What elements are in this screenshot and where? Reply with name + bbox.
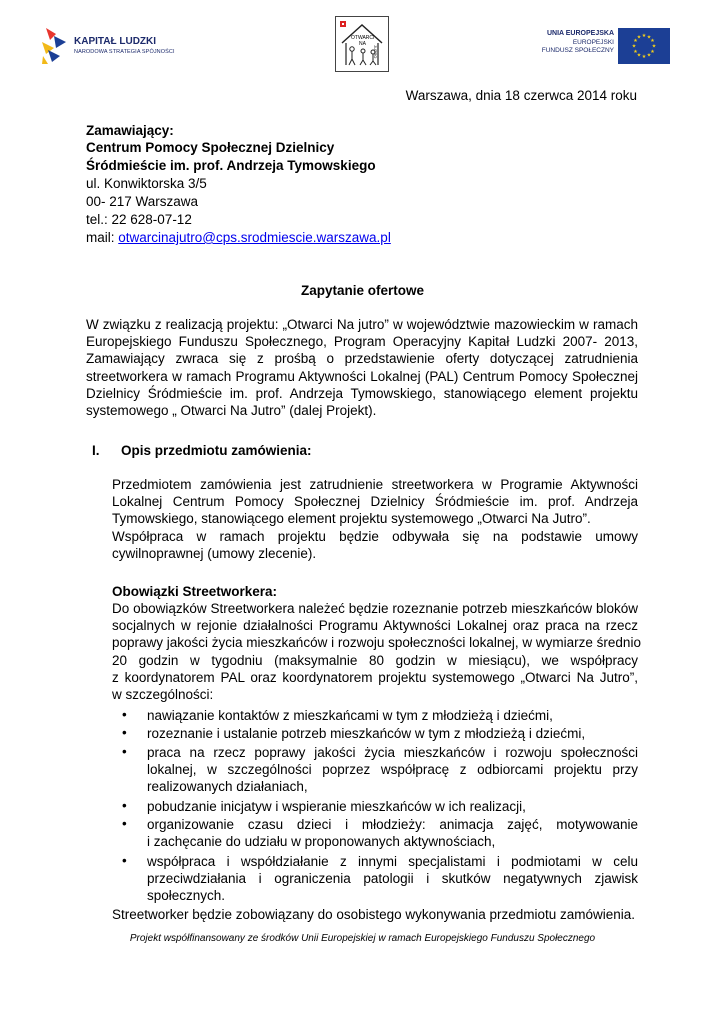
mail-label: mail:: [86, 230, 119, 245]
page-footer: Projekt współfinansowany ze środków Unii Europejskiej w ramach Europejskiego Funduszu Społecznego: [129, 933, 596, 944]
bullet-line: pobudzanie inicjatyw i wspieranie mieszkańców w ich realizacji,: [147, 799, 526, 814]
bullet-icon: •: [122, 725, 127, 740]
bullet-icon: •: [122, 707, 127, 722]
duties-line: poprawy jakości życia mieszkańców i rozwoju społeczności lokalnej, w wymiarze średnio: [112, 635, 641, 651]
duties-intro: [112, 600, 641, 703]
closing-sentence: Streetworker będzie zobowiązany do osobistego wykonywania przedmiotu zamówienia.: [112, 907, 636, 922]
intro-line: Dzielnicy Śródmieście im. prof. Andrzeja Tymowskiego, stanowiącego element projektu: [86, 385, 638, 401]
duties-line: socjalnych w rejonie działalności Programu Aktywności Lokalnej oraz praca na rzecz: [112, 618, 638, 634]
svg-text:★: ★: [633, 38, 638, 44]
para1-line: Tymowskiego, stanowiącego element projektu systemowego „Otwarci Na Jutro”.: [112, 511, 591, 527]
svg-text:★: ★: [636, 34, 642, 41]
svg-text:★: ★: [633, 49, 638, 55]
bullet-item: [147, 707, 638, 724]
ue-logo-text: [542, 30, 614, 56]
svg-text:★: ★: [646, 52, 652, 59]
ue-line3: FUNDUSZ SPOŁECZNY: [541, 47, 614, 54]
intro-line: streetworkera w ramach Programu Aktywności Lokalnej (PAL) Centrum Pomocy Społecznej: [86, 368, 638, 384]
eu-flag-icon: [618, 28, 670, 64]
svg-text:★: ★: [641, 33, 647, 39]
intro-line: Europejskiego Funduszu Społecznego, Program Operacyjny Kapitał Ludzki 2007- 2013,: [86, 334, 638, 350]
bullet-item: [147, 725, 638, 742]
logo-text-jutro: JUTRO: [373, 45, 378, 59]
svg-text:★: ★: [631, 43, 637, 50]
bullet-icon: •: [122, 853, 127, 868]
bullet-line: przeciwdziałania i ograniczenia patologii i skutków negatywnych zjawisk: [147, 871, 638, 887]
bullet-line: nawiązanie kontaktów z mieszkańcami w tym z młodzieżą i dziećmi,: [147, 708, 553, 723]
bullet-icon: •: [122, 798, 127, 813]
bullet-item: [147, 853, 638, 905]
kapital-ludzki-title: KAPITAŁ LUDZKI: [74, 36, 157, 47]
intro-line: Zamawiający zwraca się z prośbą o przedstawienie oferty dotyczącej zatrudnienia: [86, 351, 638, 367]
bullet-icon: •: [122, 816, 127, 831]
mail-link[interactable]: otwarcinajutro@cps.srodmiescie.warszawa.pl: [118, 230, 391, 245]
bullet-item: [147, 816, 638, 850]
kapital-ludzki-logo: [40, 26, 175, 66]
unia-europejska-logo: [530, 26, 672, 66]
bullet-item: [147, 744, 638, 796]
kapital-ludzki-emblem-icon: [40, 26, 70, 66]
logo-text-otwarci: OTWARCI: [351, 35, 375, 41]
bullet-line: lokalnej, w szczególności poprzez współpracę z odbiorcami projektu przy: [147, 762, 638, 778]
bullet-line: współpraca i współdziałanie z innymi specjalistami i podmiotami w celu: [147, 854, 638, 869]
svg-text:★: ★: [650, 49, 655, 55]
intro-paragraph: [86, 316, 638, 419]
duties-line: w szczególności:: [112, 686, 214, 702]
kapital-ludzki-subtitle: NARODOWA STRATEGIA SPÓJNOŚCI: [74, 49, 175, 55]
duties-line: 20 godzin w tygodniu (maksymalnie 80 godzin w miesiącu), we współpracy: [112, 652, 638, 668]
bullet-line: organizowanie czasu dzieci i młodzieży: animacja zajęć, motywowanie: [147, 817, 638, 832]
orderer-street: ul. Konwiktorska 3/5: [86, 176, 207, 191]
house-family-icon: [336, 17, 388, 71]
date-line: Warszawa, dnia 18 czerwca 2014 roku: [405, 88, 637, 103]
section-paragraph-1: [112, 476, 638, 562]
svg-text:★: ★: [641, 54, 647, 60]
svg-text:★: ★: [651, 43, 657, 50]
orderer-city: 00- 217 Warszawa: [86, 194, 199, 209]
orderer-phone: tel.: 22 628-07-12: [86, 212, 192, 227]
orderer-mail-line: [86, 229, 391, 246]
intro-line: systemowego „ Otwarci Na Jutro” (dalej Projekt).: [86, 402, 377, 418]
bullet-icon: •: [122, 744, 127, 759]
orderer-heading: Zamawiający:: [86, 123, 174, 138]
duties-line: Do obowiązków Streetworkera należeć będzie rozeznanie potrzeb mieszkańców bloków: [112, 601, 638, 616]
bullet-line: i zachęcanie do udziału w proponowanych aktywnościach,: [147, 834, 496, 850]
svg-text:★: ★: [650, 38, 655, 44]
bullet-line: społecznych.: [147, 888, 226, 904]
otwarci-na-jutro-logo: [335, 16, 389, 72]
para1-line: Lokalnej Centrum Pomocy Społecznej Dzielnicy Śródmieście im. prof. Andrzeja: [112, 494, 638, 510]
para2-line: cywilnoprawnej (umowy zlecenie).: [112, 545, 317, 561]
svg-text:★: ★: [646, 34, 652, 41]
ue-line2: EUROPEJSKI: [572, 38, 614, 46]
orderer-name-line2: Śródmieście im. prof. Andrzeja Tymowskiego: [86, 158, 376, 173]
logo-text-na: NA: [359, 41, 366, 47]
para1-line: Przedmiotem zamówienia jest zatrudnienie streetworkera w Programie Aktywności: [112, 477, 638, 492]
duties-line: z koordynatorem PAL oraz koordynatorem projektu systemowego „Otwarci Na Jutro”,: [112, 669, 638, 685]
intro-line: W związku z realizacją projektu: „Otwarci Na jutro” w województwie mazowieckim w ramach: [86, 317, 638, 332]
ue-line1: UNIA EUROPEJSKA: [546, 30, 614, 37]
document-title: Zapytanie ofertowe: [300, 283, 425, 298]
para2-line: Współpraca w ramach projektu będzie odbywała się na podstawie umowy: [112, 528, 638, 544]
orderer-name-line1: Centrum Pomocy Społecznej Dzielnicy: [86, 140, 335, 155]
bullet-item: [147, 798, 638, 815]
svg-text:★: ★: [636, 52, 642, 59]
section-number: I.: [92, 443, 100, 458]
duties-heading: Obowiązki Streetworkera:: [112, 584, 278, 599]
bullet-line: praca na rzecz poprawy jakości życia mieszkańców i rozwoju społeczności: [147, 745, 638, 760]
bullet-line: realizowanych działaniach,: [147, 779, 308, 795]
bullet-line: rozeznanie i ustalanie potrzeb mieszkańców w tym z młodzieżą i dziećmi,: [147, 726, 586, 741]
section-heading: Opis przedmiotu zamówienia:: [121, 443, 312, 458]
